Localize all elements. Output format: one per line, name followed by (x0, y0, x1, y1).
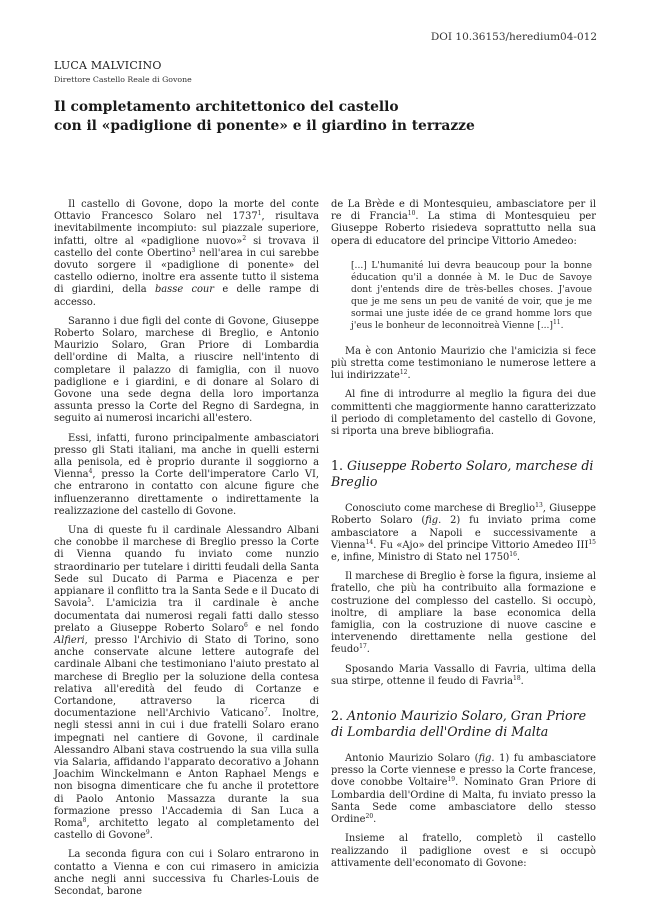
footnote-ref[interactable]: 14 (365, 538, 374, 546)
text: . Nominato Gran Priore di Lombardia dell'Ordine di Malta, fu inviato presso la Santa Sede come ambasciatore dello stesso Ordine (331, 777, 596, 826)
text: [...] L'humanité lui devra beaucoup pour la bonne éducation qu'il a donnée à M. le Duc de Savoye dont j'entends dire de très-belles choses. J'avoue que je me sens un peu de vanité de voir, que je me sormai une juste idée de ce grand homme lors que j'eus le bonheur de leconnoitreà Vienne [...] (351, 260, 592, 331)
footnote-ref[interactable]: 18 (513, 674, 521, 682)
text: , architetto legato al completamento del castello di Govone (54, 817, 319, 842)
footnote-ref[interactable]: 19 (447, 776, 456, 784)
section-heading-1 (331, 458, 596, 489)
paragraph (54, 433, 319, 518)
section-number: 2. (331, 708, 344, 724)
paragraph (331, 571, 596, 656)
text: nell'area in cui sarebbe dovuto sorgere il «padiglione di ponente» del castello odierno, inoltre era assente tutto il sistema di giardini, della (54, 247, 319, 296)
text: Una di queste fu il cardinale Alessandro Albani che conobbe il marchese di Breglio presso la Corte di Vienna quando fu inviato come nunzio straordinario per tutelare i diritti feudali della Santa Sede sul Ducato di Parma e Piacenza e per appianare il conflitto tra la Santa Sede e il Ducato di Savoia (54, 525, 319, 610)
author-affiliation: Direttore Castello Reale di Govone (54, 75, 192, 84)
text: Antonio Maurizio Solaro ( (345, 753, 479, 765)
footnote-ref[interactable]: 17 (359, 643, 367, 651)
footnote-ref[interactable]: 16 (509, 551, 517, 559)
author-name: LUCA MALVICINO (54, 59, 162, 72)
text: 2) fu inviato prima come ambasciatore a Napoli e successivamente a Vienna (331, 515, 596, 551)
paragraph (331, 664, 596, 688)
text: Il marchese di Breglio è forse la figura, insieme al fratello, che più ha contribuito alla formazione e costruzione del complesso del castello. Si occupò, inoltre, di ampliare la base economica della famiglia, con la costruzione di nuove cascine e intervenendo direttamente nella gestione del feudo (331, 571, 596, 656)
footnote-ref[interactable]: 7 (263, 707, 268, 715)
footnote-ref[interactable]: 13 (535, 502, 543, 510)
footnote-ref[interactable]: 5 (87, 597, 92, 605)
paragraph (331, 199, 596, 248)
italic-term: basse cour (154, 284, 215, 296)
footnote-ref[interactable]: 8 (82, 816, 87, 824)
text: . (516, 552, 521, 564)
text: e delle rampe di accesso. (54, 284, 319, 308)
paragraph (331, 346, 596, 383)
text: si trovava il castello del conte Obertino (54, 235, 319, 259)
figure-ref[interactable]: fig. (478, 753, 495, 765)
text: . (520, 675, 524, 687)
footnote-ref[interactable]: 1 (257, 210, 262, 218)
figure-ref[interactable]: fig. (425, 515, 442, 527)
text: . (407, 370, 411, 382)
text: . Inoltre, negli stessi anni in cui i due fratelli Solaro erano impegnati nel cantiere di Govone, il cardinale Alessandro Albani stava costruendo la sua villa sulla via Salaria, affidando l'apparato decorativo a Johann Joachim Winckelmann e Anton Raphael Mengs e non bisogna dimenticare che fu anche il protettore di Paolo Antonio Massazza durante la sua formazione presso l'Accademia di San Luca a Roma (54, 708, 319, 829)
paragraph (331, 753, 596, 826)
section-title: Giuseppe Roberto Solaro, marchese di Breglio (331, 458, 594, 489)
footnote-ref[interactable]: 9 (145, 829, 150, 837)
text: , Giuseppe Roberto Solaro ( (331, 503, 597, 527)
paragraph: Saranno i due figli del conte di Govone, Giuseppe Roberto Solaro, marchese di Breglio, e Antonio Maurizio Solaro, Gran Priore di Lombardia dell'ordine di Malta, a riuscire nell'intento di completare il palazzo di famiglia, con il nuovo padiglione e i giardini, e di donare al Solaro di Govone una sede degna della loro importanza assunta presso la Corte del Regno di Sardegna, in seguito ai numerosi incarichi all'estero. (54, 315, 319, 425)
paragraph: Al fine di introdurre al meglio la figura dei due committenti che maggiormente hanno caratterizzato il periodo di completamento del castello di Govone, si riporta una breve bibliografia. (331, 389, 596, 438)
text: . Fu «Ajo» del principe Vittorio Amedeo III (373, 539, 589, 551)
paragraph (54, 199, 319, 309)
section-title: Antonio Maurizio Solaro, Gran Priore di Lombardia dell'Ordine di Malta (331, 708, 587, 739)
paragraph (54, 525, 319, 842)
footnote-ref[interactable]: 6 (244, 621, 248, 629)
text: , risultava inevitabilmente incompiuto: sul piazzale superiore, infatti, oltre al «padiglione nuovo» (54, 211, 319, 247)
section-number: 1. (331, 458, 344, 474)
title-line-1: Il completamento architettonico del castello (54, 99, 399, 115)
text: . L'amicizia tra il cardinale è anche documentata dai numerosi regali fatti dallo stesso prelato a Giuseppe Roberto Solaro (54, 598, 319, 634)
text: de La Brède e di Montesquieu, ambasciatore per il re di Francia (331, 199, 596, 223)
quote-text (351, 260, 592, 332)
footnote-ref[interactable]: 4 (88, 468, 93, 476)
left-column (54, 199, 319, 905)
footnote-ref[interactable]: 2 (242, 234, 247, 242)
text: . (560, 320, 564, 331)
footnote-ref[interactable]: 20 (365, 813, 374, 821)
text: Sposando Maria Vassallo di Favria, ultima della sua stirpe, ottenne il feudo di Favria (331, 663, 596, 687)
text: . (149, 830, 153, 842)
paragraph (331, 503, 596, 564)
text: Ma è con Antonio Maurizio che l'amicizia si fece più stretta come testimoniano le numerose lettere a lui indirizzate (331, 345, 596, 382)
doi-identifier: DOI 10.36153/heredium04-012 (430, 31, 597, 43)
paragraph: Insieme al fratello, completò il castello realizzando il padiglione ovest e si occupò attivamente dell'economato di Govone: (331, 833, 596, 869)
text: , presso la Corte dell'imperatore Carlo VI, che entrarono in contatto con alcune figure che influenzeranno direttamente o indirettamente la realizzazione del castello di Govone. (54, 469, 319, 517)
text: e nel fondo (247, 622, 319, 634)
footnote-ref[interactable]: 12 (399, 369, 408, 377)
footnote-ref[interactable]: 15 (588, 538, 596, 546)
text: Essi, infatti, furono principalmente ambasciatori presso gli Stati italiani, ma anche in quelli esterni alla penisola, ed è proprio durante il soggiorno a Vienna (54, 432, 319, 481)
text: 1) fu ambasciatore presso la Corte viennese e presso la Corte francese, dove conobbe Voltaire (331, 753, 596, 789)
text: . (366, 644, 370, 656)
footnote-ref[interactable]: 10 (407, 210, 416, 218)
text: , presso l'Archivio di Stato di Torino, sono anche conservate alcune lettere autografe del cardinale Albani che testimoniano l'aiuto prestato al marchese di Breglio per la soluzione della contesa relativa all'eredità del feudo di Cortanze e Cortandone, attraverso la ricerca di documentazione nell'Archivio Vaticano (54, 634, 319, 720)
footnote-ref[interactable]: 3 (191, 246, 196, 254)
text: . (373, 814, 377, 826)
block-quote (351, 260, 592, 332)
text: Conosciuto come marchese di Breglio (345, 503, 536, 515)
text: Il castello di Govone, dopo la morte del conte Ottavio Francesco Solaro nel 1737 (54, 199, 319, 223)
paragraph: La seconda figura con cui i Solaro entrarono in contatto a Vienna e con cui rimasero in amicizia anche negli anni successiva fu Charles-Louis de Secondat, barone (54, 849, 319, 897)
text: e, infine, Ministro di Stato nel 1750 (331, 552, 510, 564)
text: . La stima di Montesquieu per Giuseppe Roberto risiedeva soprattutto nella sua opera di educatore del principe Vittorio Amedeo: (331, 211, 596, 247)
title-line-2: con il «padiglione di ponente» e il giardino in terrazze (54, 118, 475, 134)
footnote-ref[interactable]: 11 (552, 318, 561, 326)
paper-title (54, 98, 594, 136)
italic-term: Alfieri (54, 634, 85, 646)
right-column (331, 199, 596, 877)
section-heading-2 (331, 708, 596, 739)
